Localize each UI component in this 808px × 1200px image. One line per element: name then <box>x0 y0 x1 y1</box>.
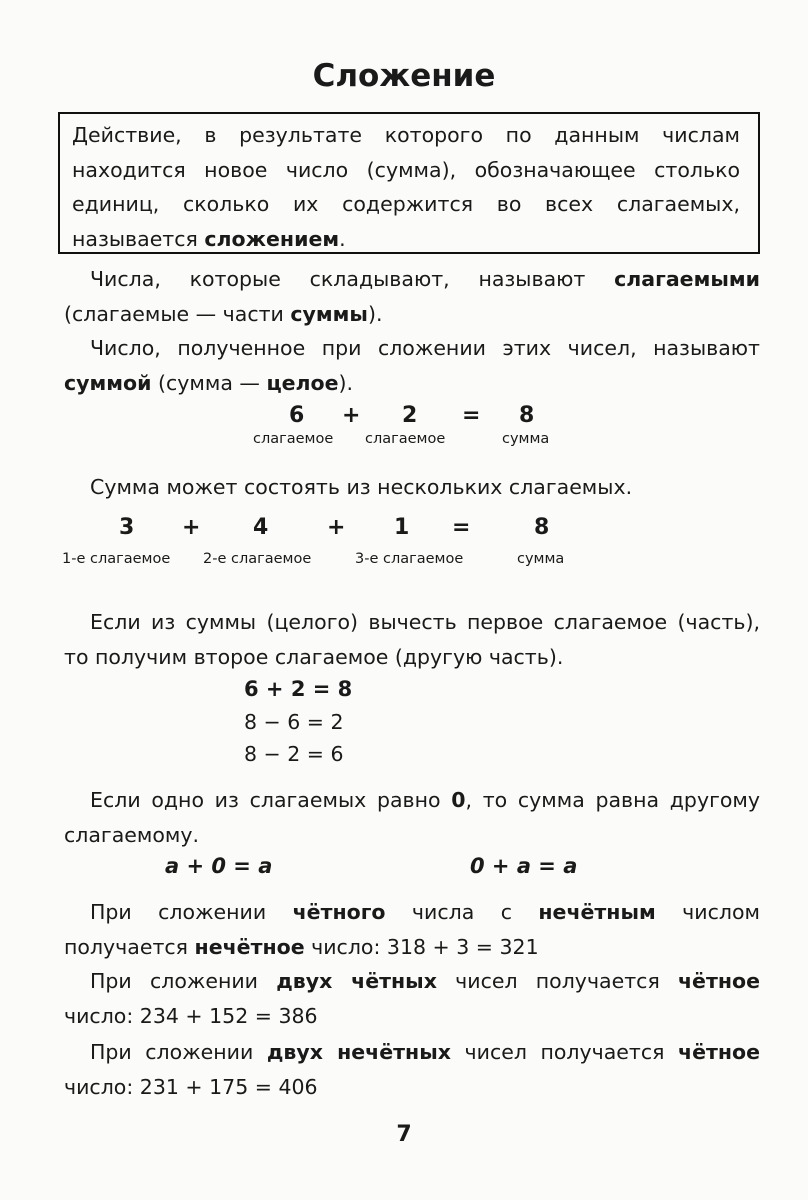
example2-addend3: 1 <box>394 515 410 540</box>
example2-sum: 8 <box>534 515 550 540</box>
paragraph-two-even: При сложении двух чётных чисел получается чётное число: 234 + 152 = 386 <box>64 969 760 1028</box>
example1-plus: + <box>342 403 361 428</box>
definition-body: Действие, в результате которого по данным числам находится новое число (сумма), обозначающее столько единиц, сколько их содержится во всех слагаемых, называется <box>72 123 740 251</box>
example1-label-addend2: слагаемое <box>365 431 446 447</box>
example2-addend1: 3 <box>119 515 135 540</box>
paragraph-zero: Если одно из слагаемых равно 0, то сумма равна другому слагаемому. <box>64 788 760 847</box>
formula-a-plus-zero: a + 0 = a <box>165 854 273 878</box>
definition-term: сложением <box>204 226 340 251</box>
paragraph-addends: Числа, которые складывают, называют слагаемыми (слагаемые — части суммы). <box>64 267 760 326</box>
example2-plus1: + <box>182 515 201 540</box>
example2-label-addend2: 2-е слагаемое <box>203 551 312 567</box>
example1-addend1: 6 <box>289 403 305 428</box>
formula-zero-plus-a: 0 + a = a <box>470 854 578 878</box>
definition-end: . <box>339 226 346 251</box>
example1-label-sum: сумма <box>502 431 550 447</box>
example1-sum: 8 <box>519 403 535 428</box>
paragraph-sum: Число, полученное при сложении этих чисел, называют суммой (сумма — целое). <box>64 336 760 395</box>
example2-label-addend1: 1-е слагаемое <box>62 551 171 567</box>
example3-line1: 6 + 2 = 8 <box>244 677 353 701</box>
paragraph-two-odd: При сложении двух нечётных чисел получается чётное число: 231 + 175 = 406 <box>64 1040 761 1099</box>
example2-addend2: 4 <box>253 515 269 540</box>
page-title: Сложение <box>312 58 496 94</box>
example2-label-addend3: 3-е слагаемое <box>355 551 464 567</box>
definition-box <box>58 112 760 254</box>
example3-line2: 8 − 6 = 2 <box>244 710 344 734</box>
example2-label-sum: сумма <box>517 551 565 567</box>
definition-text <box>72 118 740 256</box>
example2-equals: = <box>452 515 471 540</box>
example1-addend2: 2 <box>402 403 418 428</box>
example3-line3: 8 − 2 = 6 <box>244 742 344 766</box>
paragraph-subtract: Если из суммы (целого) вычесть первое слагаемое (часть), то получим второе слагаемое (другую часть). <box>64 610 760 669</box>
paragraph-even-odd: При сложении чётного числа с нечётным числом получается нечётное число: 318 + 3 = 321 <box>64 900 760 959</box>
example1-label-addend1: слагаемое <box>253 431 334 447</box>
paragraph-several-addends: Сумма может состоять из нескольких слагаемых. <box>90 475 633 499</box>
example1-equals: = <box>462 403 481 428</box>
example2-plus2: + <box>327 515 346 540</box>
page-number: 7 <box>396 1122 412 1147</box>
